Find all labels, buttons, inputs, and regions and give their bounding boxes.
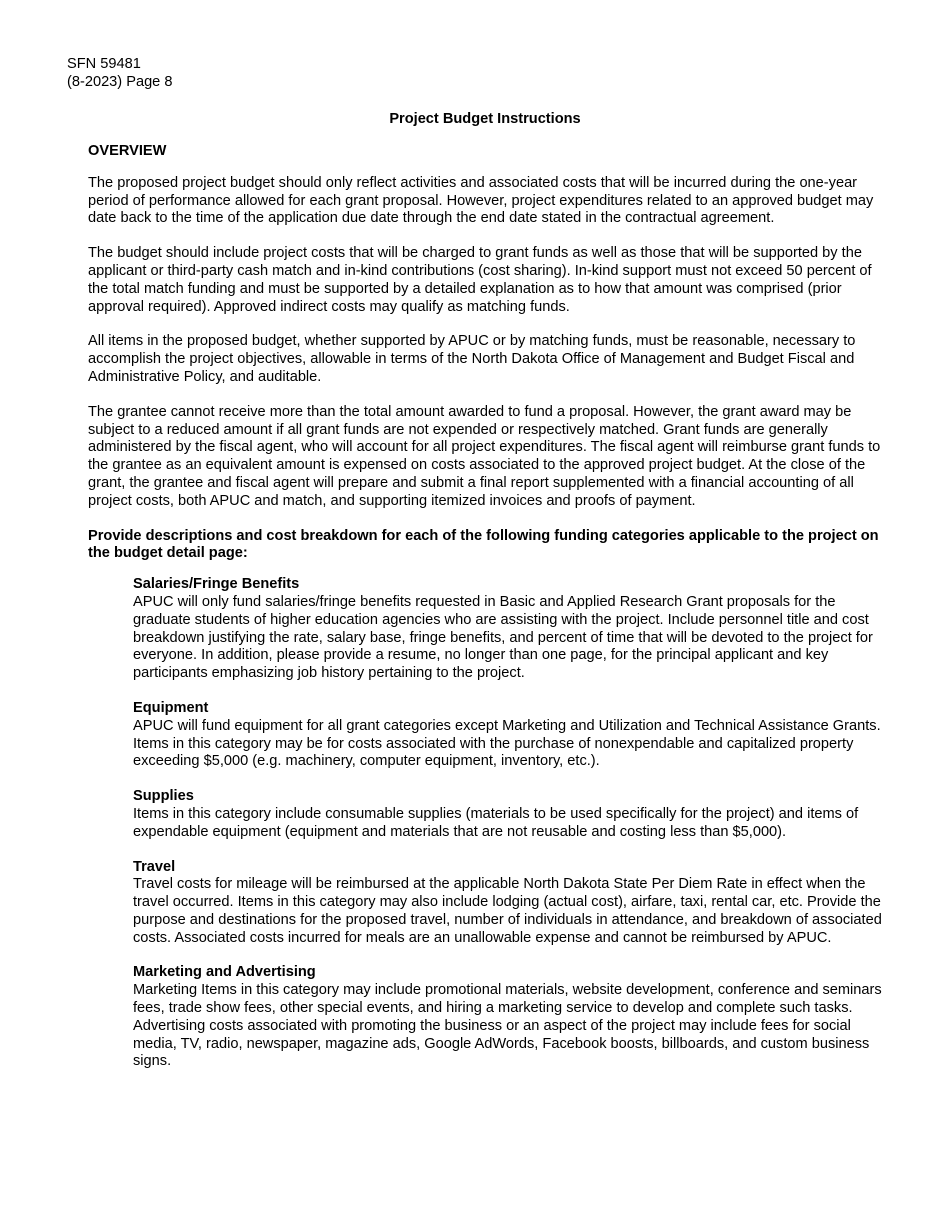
category-body: Travel costs for mileage will be reimbursed at the applicable North Dakota State Per Diem Rate in effect when the travel occurred. Items in this category may also include lodging (actual cost), airfare, taxi, rental car, etc. Provide the purpose and destinations for the proposed travel, number of individuals in attendance, and breakdown of associated costs. Associated costs incurred for meals are an unallowable expense and cannot be reimbursed by APUC. [133, 876, 882, 946]
category-title: Travel [133, 858, 176, 875]
category-travel [133, 859, 888, 948]
category-title: Supplies [133, 788, 194, 805]
categories-intro: Provide descriptions and cost breakdown for each of the following funding categories applicable to the project on the budget detail page: [88, 527, 879, 562]
page-title: Project Budget Instructions [389, 111, 581, 127]
category-body: APUC will fund equipment for all grant categories except Marketing and Utilization and Technical Assistance Grants. Items in this category may be for costs associated with the purchase of nonexpendable and capitalized property exceeding $5,000 (e.g. machinery, computer equipment, inventory, etc.). [133, 717, 881, 770]
overview-paragraph: The proposed project budget should only reflect activities and associated costs that will be incurred during the one-year period of performance allowed for each grant proposal. However, project expenditures related to an approved budget may date back to the time of the application due date through the end date stated in the contractual agreement. [88, 174, 874, 227]
category-title: Salaries/Fringe Benefits [133, 576, 300, 593]
form-identifier [67, 55, 172, 91]
category-body: APUC will only fund salaries/fringe benefits requested in Basic and Applied Research Grant proposals for the graduate students of higher education agencies who are assisting with the project. Include personnel title and cost breakdown justifying the rate, salary base, fringe benefits, and percent of time that will be devoted to the project for everyone. In addition, please provide a resume, no longer than one page, for the principal applicant and key participants emphasizing job history pertaining to the project. [133, 593, 873, 682]
form-number: SFN 59481 [67, 56, 141, 72]
category-marketing-advertising [133, 964, 888, 1071]
category-body: Items in this category include consumable supplies (materials to be used specifically for the project) and items of expendable equipment (equipment and materials that are not reusable and costing less than $5,000). [133, 805, 859, 840]
category-body: Marketing Items in this category may include promotional materials, website development, conference and seminars fees, trade show fees, other special events, and hiring a marketing service to develop and complete such tasks. Advertising costs associated with promoting the business or an aspect of the project may include fees for social media, TV, radio, newspaper, magazine ads, Google AdWords, Facebook boosts, billboards, and custom business signs. [133, 982, 882, 1070]
category-title: Marketing and Advertising [133, 964, 316, 981]
category-title: Equipment [133, 699, 209, 716]
overview-paragraph: All items in the proposed budget, whether supported by APUC or by matching funds, must be reasonable, necessary to accomplish the project objectives, allowable in terms of the North Dakota Office of Management and Budget Fiscal and Administrative Policy, and auditable. [88, 333, 856, 385]
document-body [88, 143, 888, 1088]
overview-paragraph: The grantee cannot receive more than the total amount awarded to fund a proposal. However, the grant award may be subject to a reduced amount if all grant funds are not expended or respectively matched. Grant funds are generally administered by the fiscal agent, who will account for all project expenditures. The fiscal agent will reimburse grant funds to the grantee as an equivalent amount is expensed on costs associated to the approved project budget. At the close of the grant, the grantee and fiscal agent will prepare and submit a final report supplemented with a financial accounting of all project costs, both APUC and match, and supporting itemized invoices and proofs of payment. [88, 403, 881, 509]
page-info: (8-2023) Page 8 [67, 74, 173, 90]
category-supplies [133, 788, 888, 841]
overview-heading: OVERVIEW [88, 143, 167, 159]
category-salaries-fringe [133, 576, 888, 683]
category-equipment [133, 700, 888, 771]
overview-paragraph: The budget should include project costs that will be charged to grant funds as well as those that will be supported by the applicant or third-party cash match and in-kind contributions (cost sharing). In-kind support must not exceed 50 percent of the total match funding and must be supported by a detailed explanation as to how that amount was comprised (prior approval required). Approved indirect costs may qualify as matching funds. [88, 245, 872, 315]
